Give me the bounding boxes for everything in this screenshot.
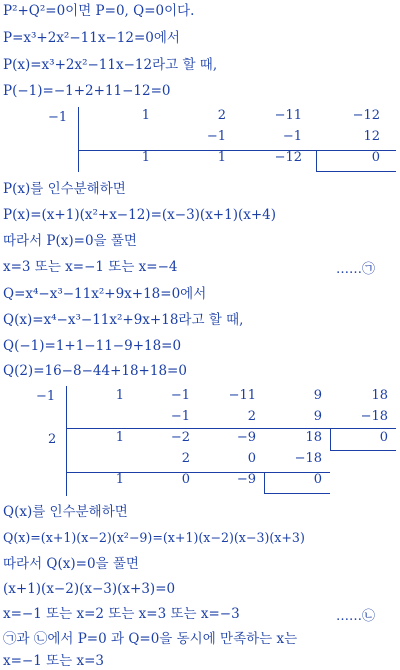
line-q-product: (x+1)(x−2)(x−3)(x+3)=0 <box>3 581 176 597</box>
div2-root1: −1 <box>36 389 56 404</box>
line-common: ㉠과 ㉡에서 P=0 과 Q=0을 동시에 만족하는 x는 <box>3 631 298 647</box>
div1-r2c2: −1 <box>206 129 226 144</box>
div2-r3c3: −9 <box>236 430 256 445</box>
div2-r4c2: 2 <box>181 451 190 466</box>
div1-r3c1: 1 <box>141 150 150 165</box>
div1-r2c3: −1 <box>282 129 302 144</box>
div2-r1c3: −11 <box>228 388 256 403</box>
div2-r2c3: 2 <box>247 409 256 424</box>
div1-r1c2: 2 <box>217 108 226 123</box>
line-q-factored: Q(x)=(x+1)(x−2)(x²−9)=(x+1)(x−2)(x−3)(x+3) <box>3 530 305 545</box>
div2-r5c4: 0 <box>313 472 322 487</box>
line-p-factored: P(x)=(x+1)(x²+x−12)=(x−3)(x+1)(x+4) <box>3 207 277 223</box>
div1-r1c3: −11 <box>274 108 302 123</box>
div2-r3c2: −2 <box>170 430 190 445</box>
div2-r2c4: 9 <box>313 409 322 424</box>
line-condition: P²+Q²=0이면 P=0, Q=0이다. <box>3 3 195 19</box>
div2-r3c5: 0 <box>379 430 388 445</box>
div1-r3c2: 1 <box>217 150 226 165</box>
line-q-2: Q(2)=16−8−44+18+18=0 <box>3 363 187 379</box>
line-q-roots: x=−1 또는 x=2 또는 x=3 또는 x=−3 <box>3 606 240 622</box>
div2-r5c2: 0 <box>181 472 190 487</box>
div1-table <box>84 105 384 168</box>
div2-r1c4: 9 <box>313 388 322 403</box>
div2-r4c5 <box>326 448 392 469</box>
div2-root2: 2 <box>48 432 57 447</box>
div2-r4c1 <box>72 448 128 469</box>
line-p-define: P(x)=x³+2x²−11x−12라고 할 때, <box>3 57 218 73</box>
div2-r1c5: 18 <box>371 388 388 403</box>
div2-r5c5 <box>326 469 392 490</box>
div1-r1c4: −12 <box>352 108 380 123</box>
mark-2: ……㉡ <box>336 609 376 624</box>
div1-r2c1 <box>84 126 154 147</box>
div1-vertical-line <box>78 107 79 172</box>
line-p-factor-intro: P(x)를 인수분해하면 <box>3 181 126 197</box>
div2-r4c4: −18 <box>294 451 322 466</box>
div2-r3c4: 18 <box>305 430 322 445</box>
div2-r5c3: −9 <box>236 472 256 487</box>
line-q-define: Q(x)=x⁴−x³−11x²+9x+18라고 할 때, <box>3 312 244 328</box>
div1-r3c4: 0 <box>371 150 380 165</box>
div2-r1c2: −1 <box>170 388 190 403</box>
line-q-minus1: Q(−1)=1+1−11−9+18=0 <box>3 338 182 354</box>
line-p-equation: P=x³+2x²−11x−12=0에서 <box>3 30 180 46</box>
line-p-minus1: P(−1)=−1+2+11−12=0 <box>3 83 171 99</box>
div2-remainder2-bottom <box>264 493 330 494</box>
div2-vertical-line <box>66 386 67 496</box>
div1-remainder-box-bottom <box>316 171 396 172</box>
line-p-roots: x=3 또는 x=−1 또는 x=−4 <box>3 259 178 275</box>
div1-r3c3: −12 <box>274 150 302 165</box>
div1-r1c1: 1 <box>141 108 150 123</box>
line-q-factor-intro: Q(x)를 인수분해하면 <box>3 504 128 520</box>
line-q-equation: Q=x⁴−x³−11x²+9x+18=0에서 <box>3 286 207 302</box>
div2-r1c1: 1 <box>115 388 124 403</box>
line-answer: x=−1 또는 x=3 <box>3 653 105 669</box>
div2-r3c1: 1 <box>115 430 124 445</box>
div2-r2c2: −1 <box>170 409 190 424</box>
div2-r4c3: 0 <box>247 451 256 466</box>
div2-r2c1 <box>72 406 128 427</box>
div2-r5c1: 1 <box>115 472 124 487</box>
mark-1: ……㉠ <box>336 262 376 277</box>
line-p-solve: 따라서 P(x)=0을 풀면 <box>3 233 137 249</box>
div2-table <box>72 385 392 490</box>
div2-r2c5: −18 <box>360 409 388 424</box>
line-q-solve: 따라서 Q(x)=0을 풀면 <box>3 556 139 572</box>
div1-r2c4: 12 <box>363 129 380 144</box>
div1-root: −1 <box>48 110 68 125</box>
